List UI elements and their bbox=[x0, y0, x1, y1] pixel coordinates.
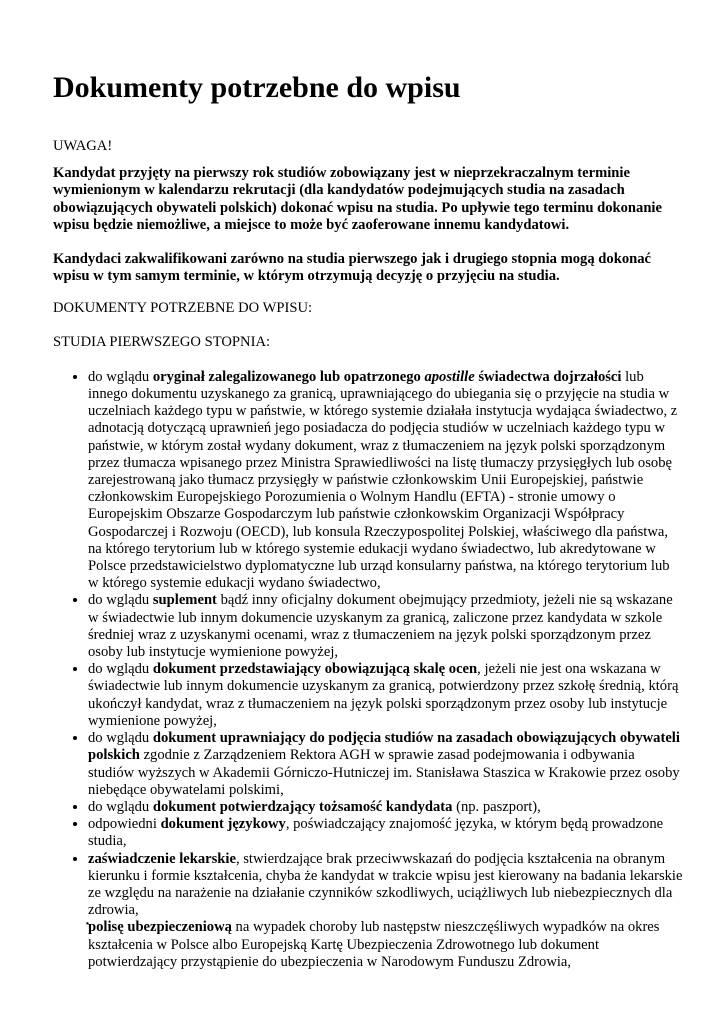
list-item: • do wglądu dokument przedstawiający obowiązującą skalę ocen, jeżeli nie jest ona wskazana w świadectwie lub innym dokumencie uzyskanym za granicą, potwierdzony przez szkołę średnią, którą ukończył kandydat, wraz z tłumaczeniem na język polski sporządzonym przez osoby lub instytucje wymienione powyżej, bbox=[88, 661, 683, 730]
intro-paragraph: Kandydat przyjęty na pierwszy rok studiów zobowiązany jest w nieprzekraczalnym terminie wymienionym w kalendarzu rekrutacji (dla kandydatów podejmujących studia na zasadach obowiązujących obywateli polskich) dokonać wpisu na studia. Po upływie tego terminu dokonanie wpisu będzie niemożliwe, a miejsce to może być zaoferowane innemu kandydatowi. bbox=[53, 165, 662, 233]
page-title: Dokumenty potrzebne do wpisu bbox=[53, 71, 461, 104]
list-item: • do wglądu oryginał zalegalizowanego lub opatrzonego apostille świadectwa dojrzałości lub innego dokumentu uzyskanego za granicą, uprawniającego do ubiegania się o przyjęcie na studia w uczelniach każdego typu w państwie, w którego systemie działała instytucja wydająca świadectwo, z adnotacją dotyczącą uprawnień jego posiadacza do podjęcia studiów w uczelniach każdego typu w państwie, w którym został wydany dokument, wraz z tłumaczeniem na język polski sporządzonym przez tłumacza wpisanego przez Ministra Sprawiedliwości na listę tłumaczy przysięgłych lub osobę zarejestrowaną jako tłumacz przysięgły w państwie członkowskim Unii Europejskiej, państwie członkowskim Europejskiego Porozumienia o Wolnym Handlu (EFTA) - stronie umowy o Europejskim Obszarze Gospodarczym lub państwie członkowskim Organizacji Współpracy Gospodarczej i Rozwoju (OECD), lub konsula Rzeczypospolitej Polskiej, właściwego dla państwa, na którego terytorium lub w którego systemie edukacji wydano świadectwo, lub akredytowane w Polsce przedstawicielstwo dyplomatyczne lub urząd konsularny państwa, na którego terytorium lub w którego systemie edukacji wydano świadectwo, bbox=[88, 369, 683, 593]
qualification-paragraph: Kandydaci zakwalifikowani zarówno na studia pierwszego jak i drugiego stopnia mogą dokonać wpisu w tym samym terminie, w którym otrzymują decyzję o przyjęciu na studia. bbox=[53, 251, 652, 285]
list-item: • do wglądu suplement bądź inny oficjalny dokument obejmujący przedmioty, jeżeli nie są wskazane w świadectwie lub innym dokumencie uzyskanym za granicą, zaliczone przez kandydata w szkole średniej wraz z uzyskanymi ocenami, wraz z tłumaczeniem na język polski sporządzonym przez osoby lub instytucje wymienione powyżej, bbox=[88, 592, 683, 661]
list-item: • do wglądu dokument uprawniający do podjęcia studiów na zasadach obowiązujących obywateli polskich zgodnie z Zarządzeniem Rektora AGH w sprawie zasad podejmowania i odbywania studiów wyższych w Akademii Górniczo-Hutniczej im. Stanisława Staszica w Krakowie przez osoby niebędące obywatelami polskimi, bbox=[88, 730, 683, 799]
list-item: · polisę ubezpieczeniową na wypadek choroby lub następstw nieszczęśliwych wypadków na okres kształcenia w Polsce albo Europejską Kartę Ubezpieczenia Zdrowotnego lub dokument potwierdzający przystąpienie do ubezpieczenia w Narodowym Funduszu Zdrowia, bbox=[88, 919, 683, 971]
list-item: • odpowiedni dokument językowy, poświadczający znajomość języka, w którym będą prowadzone studia, bbox=[88, 816, 683, 850]
section-heading-documents: DOKUMENTY POTRZEBNE DO WPISU: bbox=[53, 300, 313, 317]
document-page bbox=[53, 68, 683, 971]
documents-list bbox=[53, 369, 683, 971]
list-item: • do wglądu dokument potwierdzający tożsamość kandydata (np. paszport), bbox=[88, 799, 683, 816]
section-heading-first-degree: STUDIA PIERWSZEGO STOPNIA: bbox=[53, 333, 271, 350]
list-item: • zaświadczenie lekarskie, stwierdzające brak przeciwwskazań do podjęcia kształcenia na obranym kierunku i formie kształcenia, chyba że kandydat w trakcie wpisu jest kierowany na badania lekarskie ze względu na narażenie na działanie czynników szkodliwych, uciążliwych lub niebezpiecznych dla zdrowia, bbox=[88, 851, 683, 920]
warning-label: UWAGA! bbox=[53, 138, 113, 154]
